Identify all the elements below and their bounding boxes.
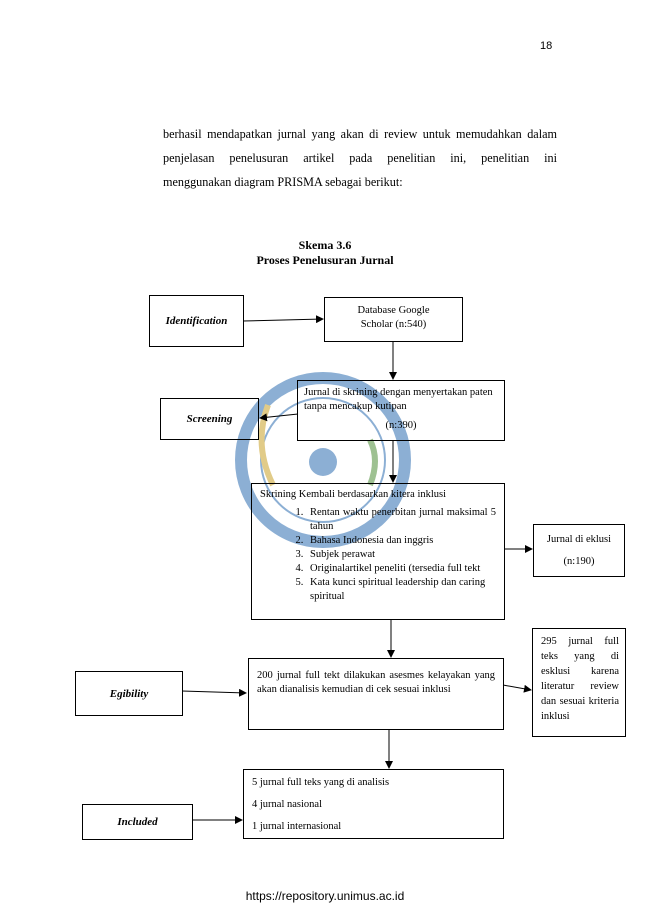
assessment-text: 200 jurnal full tekt dilakukan asesmes kelayakan yang akan dianalisis kemudian di cek sesuai inklusi: [257, 670, 495, 695]
screening-text: Jurnal di skrining dengan menyertakan paten tanpa mencakup kutipan: [304, 387, 493, 412]
stage-identification: [149, 295, 244, 347]
excluded-box: [533, 524, 625, 577]
criteria-heading: Skrining Kembali berdasarkan kitera inklusi: [260, 489, 447, 500]
paragraph-line: penjelasan penelusuran artikel pada penelitian ini, penelitian ini: [163, 151, 557, 165]
stage-label: Screening: [186, 413, 233, 425]
stage-screening: [160, 398, 259, 440]
included-line1: 5 jurnal full teks yang di analisis: [252, 777, 390, 788]
stage-egibility: [75, 671, 183, 716]
assessment-box: [248, 658, 504, 730]
database-box: [324, 297, 463, 342]
included-box: [243, 769, 504, 839]
figure-number: Skema 3.6: [298, 238, 352, 252]
criteria-box: [251, 483, 505, 620]
screening-box: [297, 380, 505, 441]
excluded-text: Jurnal di eklusi: [546, 534, 612, 545]
footer-url: https://repository.unimus.ac.id: [245, 889, 405, 903]
stage-label: Identification: [165, 315, 228, 327]
criteria-item: 5. Kata kunci spiritual leadership dan caring spiritual: [306, 576, 496, 604]
included-line3: 1 jurnal internasional: [252, 821, 342, 832]
stage-included: [82, 804, 193, 840]
screening-count: (n:390): [385, 420, 417, 431]
stage-label: Included: [117, 816, 158, 828]
stage-label: Egibility: [109, 687, 149, 700]
excluded-count: (n:190): [563, 556, 595, 567]
database-line1: Database Google: [357, 305, 430, 316]
paragraph-line: menggunakan diagram PRISMA sebagai berikut:: [163, 175, 403, 189]
included-line2: 4 jurnal nasional: [252, 799, 322, 810]
figure-title: Proses Penelusuran Jurnal: [256, 253, 394, 267]
criteria-item: 1. Rentan waktu penerbitan jurnal maksimal 5 tahun: [306, 506, 496, 534]
criteria-list: [260, 506, 496, 604]
database-line2: Scholar (n:540): [360, 319, 427, 330]
criteria-item: 2. Bahasa Indonesia dan inggris: [306, 534, 496, 548]
criteria-item: 4. Originalartikel peneliti (tersedia full tekt: [306, 562, 496, 576]
criteria-item: 3. Subjek perawat: [306, 548, 496, 562]
excluded2-text: 295 jurnal full teks yang di esklusi karena literatur review dan sesuai kriteria inklusi: [541, 636, 619, 722]
page-number: 18: [540, 40, 553, 52]
paragraph-line: berhasil mendapatkan jurnal yang akan di review untuk memudahkan dalam: [163, 127, 557, 141]
excluded2-box: [532, 628, 626, 737]
